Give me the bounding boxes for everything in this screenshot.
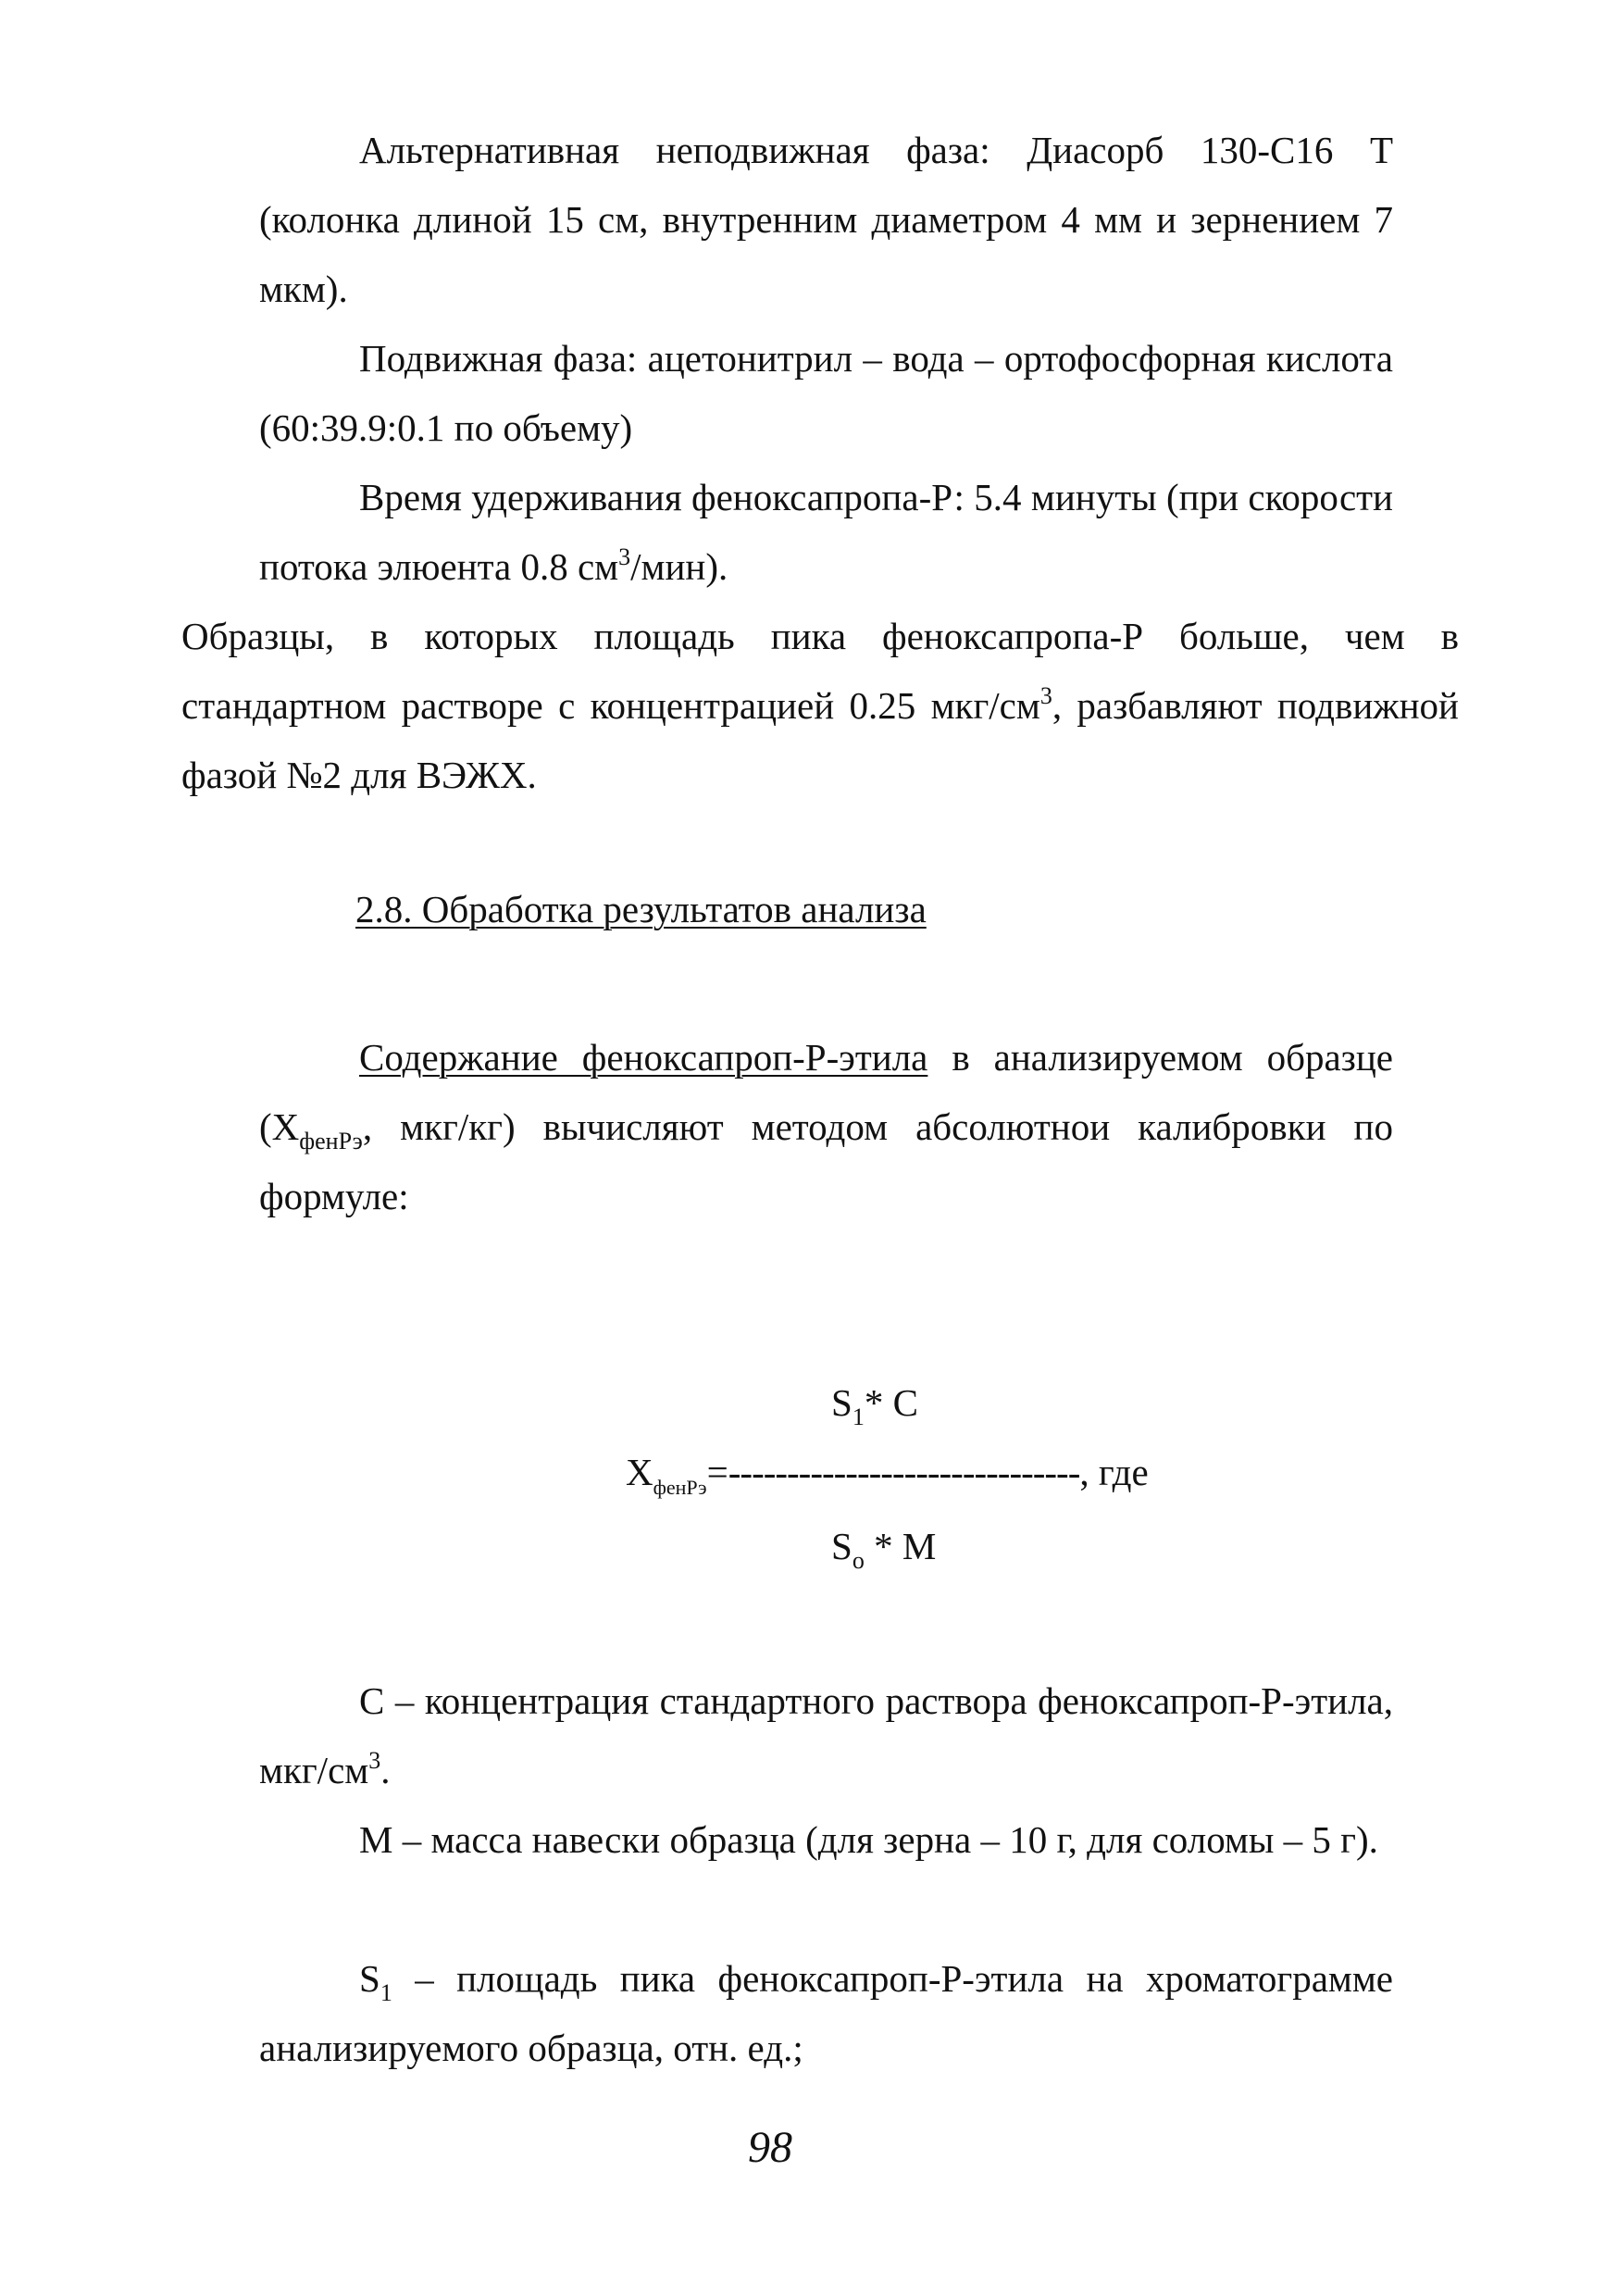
mobile-phase-text: Подвижная фаза: ацетонитрил – вода – ортофосфорная кислота (60:39.9:0.1 по объему) [259,337,1393,449]
formula-numerator [831,1375,918,1430]
formula-main-line [626,1444,1149,1500]
definition-s1-symbol: S [359,1957,380,2000]
definition-c [259,1666,1393,1805]
content-text: в анализируемом образце (Х [259,1036,1393,1148]
retention-text: Время удерживания феноксапропа-Р: 5.4 минуты (при скорости потока элюента 0.8 см [259,476,1393,588]
content-text-end: , мкг/кг) вычисляют методом абсолютнои калибровки по формуле: [259,1105,1393,1217]
stationary-phase-paragraph [259,116,1393,324]
definition-c-superscript: 3 [368,1747,381,1774]
denominator-s: S [831,1525,853,1567]
definition-c-end: . [380,1749,391,1791]
fraction-line: ------------------------------ [728,1451,1080,1493]
formula-x-subscript: фенРэ [653,1476,707,1499]
retention-time-paragraph [259,463,1393,602]
numerator-s: S [831,1381,853,1424]
retention-superscript: 3 [618,543,631,570]
definition-s1-text: – площадь пика феноксапроп-Р-этила на хроматограмме анализируемого образца, отн. ед.; [259,1957,1393,2069]
denominator-rest: * М [864,1525,937,1567]
definition-m [259,1805,1393,1875]
numerator-rest: * С [864,1381,918,1424]
content-calculation-paragraph [259,1023,1393,1231]
numerator-subscript: 1 [852,1404,865,1430]
samples-text: Образцы, в которых площадь пика феноксапропа-Р больше, чем в стандартном растворе с концентрацией 0.25 мкг/см [181,615,1459,727]
definition-m-text: М – масса навески образца (для зерна – 10 г, для соломы – 5 г). [359,1818,1378,1861]
denominator-subscript: o [852,1547,865,1574]
formula-denominator [831,1518,936,1574]
page-number: 98 [748,2123,792,2172]
definition-s1-subscript: 1 [380,1979,392,2006]
section-heading: 2.8. Обработка результатов анализа [355,888,927,930]
samples-superscript: 3 [1039,682,1052,709]
content-subscript: фенРэ [299,1128,363,1154]
formula-equals: = [706,1451,728,1493]
content-underlined-term: Содержание феноксапроп-Р-этила [359,1036,928,1079]
definition-c-text: С – концентрация стандартного раствора феноксапроп-Р-этила, мкг/см [259,1679,1393,1791]
samples-text-end: , разбавляют подвижной фазой №2 для ВЭЖХ. [181,684,1459,796]
stationary-phase-text: Альтернативная неподвижная фаза: Диасорб 130-С16 Т (колонка длиной 15 см, внутренним диаметром 4 мм и зернением 7 мкм). [259,129,1393,310]
definition-s1 [259,1944,1393,2083]
mobile-phase-paragraph [259,324,1393,463]
formula-suffix: , где [1079,1451,1149,1493]
samples-dilution-paragraph [181,602,1459,810]
retention-text-end: /мин). [630,545,728,588]
formula-x: Х [626,1451,653,1493]
